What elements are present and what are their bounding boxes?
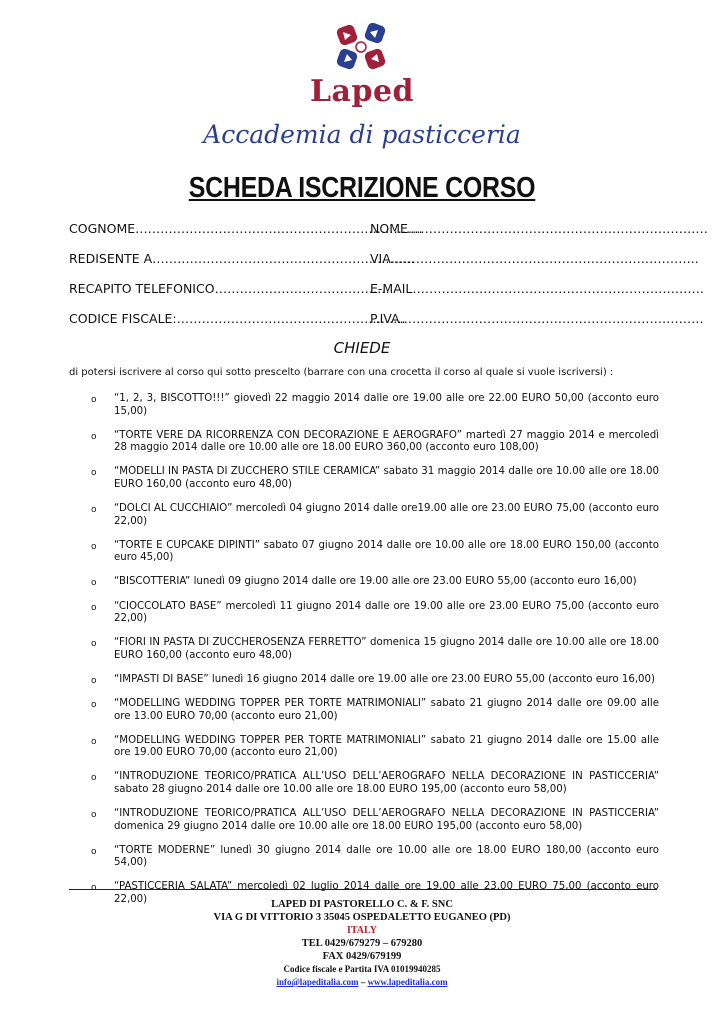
form-field-left[interactable]: CODICE FISCALE:………………………………………………. <box>69 311 406 326</box>
course-text: “BISCOTTERIA” lunedì 09 giugno 2014 dalle ore 19.00 alle ore 23.00 EURO 55,00 (acconto euro 16,00) <box>114 576 637 588</box>
footer-vat: Codice fiscale e Partita IVA 01019940285 <box>283 964 441 974</box>
chiede-heading: CHIEDE <box>333 339 391 357</box>
course-text: “TORTE E CUPCAKE DIPINTI” sabato 07 giugno 2014 dalle ore 10.00 alle ore 18.00 EURO 150,00 (acconto euro 45,00) <box>114 539 659 564</box>
course-item[interactable] <box>69 735 659 760</box>
course-text: “TORTE MODERNE” lunedì 30 giugno 2014 dalle ore 10.00 alle ore 18.00 EURO 180,00 (acconto euro 54,00) <box>114 844 659 869</box>
form-row <box>69 251 699 281</box>
course-item[interactable] <box>69 503 659 528</box>
footer-fax: FAX 0429/679199 <box>322 951 402 962</box>
form-field-right[interactable]: E-MAIL……………………………………………………………. <box>370 281 704 296</box>
course-item[interactable] <box>69 808 659 833</box>
course-text: “DOLCI AL CUCCHIAIO” mercoledì 04 giugno 2014 dalle ore19.00 alle ore 23.00 EURO 75,00 (acconto euro 22,00) <box>114 503 659 527</box>
checkbox-bullet-icon[interactable]: o <box>91 639 97 650</box>
brand-name: Laped <box>309 74 415 109</box>
form-row <box>69 281 704 311</box>
footer-company: LAPED DI PASTORELLO C. & F. SNC <box>271 899 453 910</box>
checkbox-bullet-icon[interactable]: o <box>91 700 97 710</box>
course-item[interactable] <box>69 771 659 796</box>
logo <box>0 18 724 109</box>
course-item[interactable] <box>69 540 659 565</box>
registration-form <box>69 221 708 341</box>
course-item[interactable] <box>69 845 659 870</box>
footer <box>0 898 724 989</box>
checkbox-bullet-icon[interactable]: o <box>91 883 97 894</box>
checkbox-bullet-icon[interactable]: o <box>91 541 97 552</box>
course-item[interactable] <box>69 637 659 662</box>
checkbox-bullet-icon[interactable]: o <box>91 675 97 686</box>
course-item[interactable] <box>69 601 659 626</box>
form-field-right[interactable]: P.IVA………………………………………………………………. <box>370 311 704 326</box>
course-text: “IMPASTI DI BASE” lunedì 16 giugno 2014 dalle ore 19.00 alle ore 23.00 EURO 55,00 (acconto euro 16,00) <box>114 673 655 685</box>
checkbox-bullet-icon[interactable]: o <box>91 773 97 784</box>
course-text: “FIORI IN PASTA DI ZUCCHEROSENZA FERRETTO” domenica 15 giugno 2014 dalle ore 10.00 alle ore 18.00 EURO 160,00 (acconto euro 48,00) <box>114 637 659 661</box>
course-list <box>69 393 659 918</box>
checkbox-bullet-icon[interactable]: o <box>91 846 97 857</box>
checkbox-bullet-icon[interactable]: o <box>91 468 97 479</box>
form-field-right[interactable]: VIA……………………………………………………………….. <box>370 251 699 266</box>
course-text: “TORTE VERE DA RICORRENZA CON DECORAZIONE E AEROGRAFO” martedì 27 maggio 2014 e mercoledì 28 maggio 2014 dalle ore 10.00 alle ore 18.00 EURO 360,00 (acconto euro 108,00) <box>114 429 659 454</box>
course-text: “INTRODUZIONE TEORICO/PRATICA ALL’USO DELL’AEROGRAFO NELLA DECORAZIONE IN PASTICCERIA” domenica 29 giugno 2014 dalle ore 10.00 alle ore 18.00 EURO 195,00 (acconto euro 58,00) <box>114 808 659 832</box>
email-link[interactable]: info@lapeditalia.com <box>276 977 359 987</box>
course-text: “INTRODUZIONE TEORICO/PRATICA ALL’USO DELL’AEROGRAFO NELLA DECORAZIONE IN PASTICCERIA” sabato 28 giugno 2014 dalle ore 10.00 alle ore 18.00 EURO 195,00 (acconto euro 58,00) <box>114 771 659 795</box>
flower-logo-icon <box>332 18 392 76</box>
course-text: “MODELLING WEDDING TOPPER PER TORTE MATRIMONIALI” sabato 21 giugno 2014 dalle ore 15.00 alle ore 19.00 EURO 70,00 (acconto euro 21,00) <box>114 734 659 759</box>
course-text: “CIOCCOLATO BASE” mercoledì 11 giugno 2014 dalle ore 19.00 alle ore 23.00 EURO 75,00 (acconto euro 22,00) <box>114 600 659 625</box>
academy-subtitle: Accademia di pasticceria <box>203 120 521 149</box>
course-item[interactable] <box>69 393 659 418</box>
form-field-right[interactable]: NOME……………………………………………………………… <box>370 221 708 236</box>
form-field-left[interactable]: RECAPITO TELEFONICO…………………………………… <box>69 281 390 296</box>
intro-text: di potersi iscrivere al corso qui sotto prescelto (barrare con una crocetta il corso al quale si vuole iscriversi) : <box>69 367 614 378</box>
checkbox-bullet-icon[interactable]: o <box>91 736 97 747</box>
checkbox-bullet-icon[interactable]: o <box>91 602 97 613</box>
footer-divider <box>69 889 657 890</box>
checkbox-bullet-icon[interactable]: o <box>91 578 97 589</box>
checkbox-bullet-icon[interactable]: o <box>91 505 97 516</box>
course-item[interactable] <box>69 466 659 491</box>
form-row <box>69 311 704 341</box>
website-link[interactable]: www.lapeditalia.com <box>367 977 448 987</box>
course-item[interactable] <box>69 576 659 589</box>
footer-address: VIA G DI VITTORIO 3 35045 OSPEDALETTO EUGANEO (PD) <box>213 912 511 923</box>
course-text: “MODELLING WEDDING TOPPER PER TORTE MATRIMONIALI” sabato 21 giugno 2014 dalle ore 09.00 alle ore 13.00 EURO 70,00 (acconto euro 21,00) <box>114 698 659 722</box>
footer-tel: TEL 0429/679279 – 679280 <box>301 938 423 949</box>
checkbox-bullet-icon[interactable]: o <box>91 810 97 821</box>
form-field-left[interactable]: REDISENTE A……………………………………………………… <box>69 251 415 266</box>
checkbox-bullet-icon[interactable]: o <box>91 395 97 405</box>
checkbox-bullet-icon[interactable]: o <box>91 431 97 442</box>
footer-country: ITALY <box>346 925 377 936</box>
form-field-left[interactable]: COGNOME…………………………………………………………… <box>69 221 423 236</box>
footer-links <box>0 976 724 989</box>
course-item[interactable] <box>69 698 659 723</box>
course-text: “MODELLI IN PASTA DI ZUCCHERO STILE CERAMICA” sabato 31 maggio 2014 dalle ore 10.00 alle ore 18.00 EURO 160,00 (acconto euro 48,00) <box>114 466 659 490</box>
course-text: “1, 2, 3, BISCOTTO!!!” giovedì 22 maggio 2014 dalle ore 19.00 alle ore 22.00 EURO 50,00 (acconto euro 15,00) <box>114 393 659 417</box>
form-row <box>69 221 708 251</box>
course-text: “PASTICCERIA SALATA” mercoledì 02 luglio 2014 dalle ore 19.00 alle 23.00 EURO 75,00 (acconto euro 22,00) <box>114 881 659 906</box>
page-title: SCHEDA ISCRIZIONE CORSO <box>188 172 536 204</box>
course-item[interactable] <box>69 430 659 455</box>
course-item[interactable] <box>69 674 659 687</box>
footer-link-separator: – <box>358 977 368 987</box>
